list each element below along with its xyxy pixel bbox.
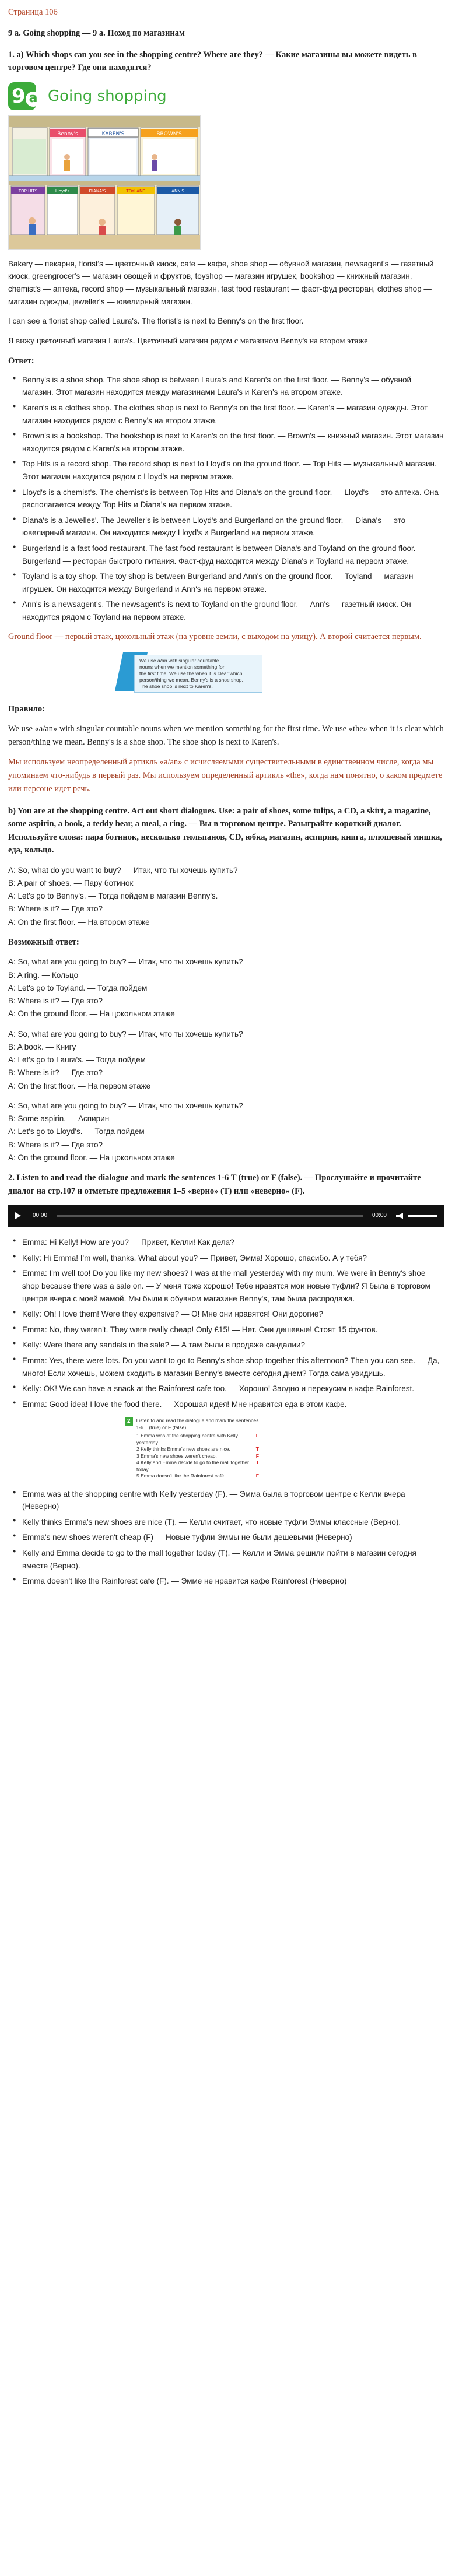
dialog-line: A: Let's go to Toyland. — Тогда пойдем: [8, 983, 148, 992]
list-item: ● Emma doesn't like the Rainforest cafe (F). — Эмме не нравится кафе Rainforest (Неверно): [8, 1575, 444, 1588]
unit-number: 9: [12, 84, 26, 108]
possible-answer-label: Возможный ответ:: [8, 937, 79, 947]
vocabulary-list: Bakery — пекарня, florist's — цветочный киоск, cafe — кафе, shoe shop — обувной магазин, newsagent's — газетный киоск, greengrocer's — магазин овощей и фруктов, toyshop — магазин игрушек, bookshop — книжный магазин, chemist's — аптека, record shop — музыкальный магазин, fast food restaurant — фаст-фуд ресторан, clothes shop — магазин одежды, jeweller's — ювелирный магазин.: [8, 259, 434, 306]
unit-title: Going shopping: [48, 87, 167, 105]
dialog-1: [8, 956, 444, 1020]
list-item: ● Kelly: Hi Emma! I'm well, thanks. What about you? — Привет, Эмма! Хорошо, спасибо. А у тебя?: [8, 1252, 444, 1265]
dialog-line: B: Where is it? — Где это?: [8, 996, 103, 1006]
sign-karens: KAREN'S: [101, 131, 125, 137]
task-2-title: Listen to and read the dialogue and mark the sentences 1-6 T (true) or F (false).: [136, 1417, 259, 1430]
dialog-line: A: So, what do you want to buy? — Итак, что ты хочешь купить?: [8, 865, 238, 875]
dialog-line: A: So, what are you going to buy? — Итак, что ты хочешь купить?: [8, 957, 243, 967]
unit-badge: [8, 82, 36, 110]
task-row-mark: F: [255, 1452, 259, 1459]
unit-banner: [8, 82, 183, 111]
dialog-line: B: A ring. — Кольцо: [8, 970, 79, 980]
grammar-rule-card: [119, 652, 265, 691]
list-item: ● Top Hits is a record shop. The record shop is next to Lloyd's on the ground floor. — Top Hits — музыкальный магазин. Этот магазин находится рядом с Lloyd's на первом этаже.: [8, 458, 444, 483]
list-item: ● Kelly: Oh! I love them! Were they expensive? — О! Мне они нравятся! Они дорогие?: [8, 1308, 444, 1321]
sign-lloyds: Lloyd's: [55, 188, 70, 194]
dialog-line: A: On the ground floor. — На цокольном этаже: [8, 1009, 175, 1019]
dialog-line: A: So, what are you going to buy? — Итак, что ты хочешь купить?: [8, 1101, 243, 1110]
volume-slider[interactable]: [408, 1215, 437, 1217]
exercise-1b-title: b) You are at the shopping centre. Act out short dialogues. Use: a pair of shoes, some tulips, a CD, a skirt, a magazine, some aspirin, a book, a teddy bear, a meal, a ring. — Вы в торговом центре. Разыграйте короткий диалог. Используйте слова: пара ботинок, несколько тюльпанов, CD, юбка, магазин, аспирин, книга, плюшевый мишка, еда, кольцо.: [8, 806, 442, 855]
task-row: [125, 1453, 259, 1459]
task-row-mark: T: [255, 1446, 259, 1452]
rule-card-line: nouns when we mention something for: [139, 664, 225, 670]
dialog-line: A: So, what are you going to buy? — Итак, что ты хочешь купить?: [8, 1029, 243, 1038]
list-item: ● Lloyd's is a chemist's. The chemist's is between Top Hits and Diana's on the ground floor. — Lloyd's — это аптека. Она располагается между Top Hits и Diana's на первом этаже.: [8, 486, 444, 511]
rule-card-line: We use a/an with singular countable: [139, 657, 219, 664]
dialog-line: A: On the first floor. — На втором этаже: [8, 917, 150, 926]
list-item: ● Diana's is a Jewelles'. The Jeweller's is between Lloyd's and Burgerland on the ground floor. — Diana's — это ювелирный магазин. Он находится между Lloyd's и Burgerland на первом этаже.: [8, 514, 444, 539]
rule-card-line: The shoe shop is next to Karen's.: [139, 683, 213, 689]
dialog-line: A: On the first floor. — На первом этаже: [8, 1081, 151, 1090]
task-2-rows: [125, 1433, 259, 1479]
rule-english: We use «a/an» with singular countable nouns when we mention something for the first time. We use «the» when it is clear which person/thing we mean. Benny's is a shoe shop. The shoe shop is next to Karen's.: [8, 724, 444, 747]
dialog-2: [8, 1028, 444, 1093]
task-row-text: 5 Emma doesn't like the Rainforest café.: [136, 1473, 226, 1479]
list-item: ● Emma: I'm well too! Do you like my new shoes? I was at the mall yesterday with my mum. We were in Benny's shoe shop because there was a sale on. — У меня тоже хорошо! Тебе нравятся мои новые туфли? Я была в торговом центре вчера с моей мамой. Мы были в обувном магазине Benny's, там была распродажа.: [8, 1267, 444, 1305]
task-2-header: [125, 1417, 259, 1431]
list-item: ● Toyland is a toy shop. The toy shop is between Burgerland and Ann's on the ground floor. — Toyland — магазин игрушек. Он находится между Burgerland и Ann's на первом этаже.: [8, 570, 444, 595]
list-item: ● Emma: Hi Kelly! How are you? — Привет, Келли! Как дела?: [8, 1236, 444, 1249]
sign-anns: ANN'S: [171, 188, 184, 194]
ground-floor-note: Ground floor — первый этаж, цокольный этаж (на уровне земли, с выходом на улицу). А второй считается первым.: [8, 632, 422, 642]
list-item: ● Karen's is a clothes shop. The clothes shop is next to Benny's on the first floor. — Karen's — магазин одежды. Этот магазин находится рядом с Benny's на втором этаже.: [8, 402, 444, 427]
exercise-1-title: 1. a) Which shops can you see in the shopping centre? Where are they? — Какие магазины вы можете видеть в торговом центре? Где они находятся?: [8, 50, 417, 73]
dialog-line: A: On the ground floor. — На цокольном этаже: [8, 1153, 175, 1163]
dialog-line: A: Let's go to Lloyd's. — Тогда пойдем: [8, 1127, 145, 1136]
sign-top-hits: TOP HITS: [18, 188, 38, 194]
list-item: ● Burgerland is a fast food restaurant. The fast food restaurant is between Diana's and Toyland on the ground floor. — Burgerland — ресторан быстрого питания. Фаст-фуд находится между Diana's и Toyland на первом этаже.: [8, 542, 444, 567]
sign-toyland: TOYLAND: [126, 188, 146, 194]
play-icon[interactable]: [15, 1212, 21, 1219]
page-link[interactable]: Страница 106: [8, 8, 58, 17]
dialog-example: [8, 864, 444, 929]
task-row-text: 1 Emma was at the shopping centre with Kelly yesterday.: [136, 1433, 238, 1445]
task-row-mark: T: [255, 1459, 259, 1466]
task-row: [125, 1473, 259, 1479]
task-row-mark: F: [255, 1473, 259, 1479]
list-item: ● Ann's is a newsagent's. The newsagent's is next to Toyland on the ground floor. — Ann's — газетный киоск. Он находится рядом с Toyland на первом этаже.: [8, 598, 444, 623]
list-item: ● Benny's is a shoe shop. The shoe shop is between Laura's and Karen's on the first floor. — Benny's — обувной магазин. Этот магазин находится между магазинами Laura's и Karen's на втором этаже.: [8, 374, 444, 399]
dialog-line: A: Let's go to Laura's. — Тогда пойдем: [8, 1055, 146, 1065]
dialogue-list: [8, 1236, 444, 1410]
mall-drawing: [9, 116, 201, 250]
true-false-answers: [8, 1488, 444, 1588]
exercise-2-title: 2. Listen to and read the dialogue and mark the sentences 1-6 T (true) or F (false). — Прослушайте и прочитайте диалог на стр.107 и отметьте предложения 1–5 «верно» (T) или «неверно» (F).: [8, 1173, 421, 1196]
task-row-text: 4 Kelly and Emma decide to go to the mall together today.: [136, 1459, 249, 1472]
answers-list: [8, 374, 444, 624]
task-row: [125, 1446, 259, 1452]
task-row: [125, 1459, 259, 1473]
progress-track[interactable]: [57, 1215, 363, 1217]
total-time: 00:00: [372, 1212, 387, 1219]
dialog-line: B: Where is it? — Где это?: [8, 1068, 103, 1078]
answer-label: Ответ:: [8, 356, 34, 366]
current-time: 00:00: [33, 1212, 48, 1219]
task-row: [125, 1433, 259, 1446]
list-item: ● Kelly: OK! We can have a snack at the Rainforest cafe too. — Хорошо! Заодно и перекусим в кафе Rainforest.: [8, 1382, 444, 1395]
sign-browns: BROWN'S: [156, 131, 182, 137]
audio-player[interactable]: [8, 1205, 444, 1227]
page-heading: 9 a. Going shopping — 9 a. Поход по магазинам: [8, 29, 185, 38]
sign-bennys: Benny's: [57, 131, 78, 137]
task-row-text: 2 Kelly thinks Emma's new shoes are nice.: [136, 1446, 230, 1452]
rule-card-line: the first time. We use the when it is clear which: [139, 670, 243, 676]
list-item: ● Brown's is a bookshop. The bookshop is next to Karen's on the first floor. — Brown's — книжный магазин. Этот магазин находится рядом с Karen's на втором этаже.: [8, 430, 444, 455]
rule-card-text: [134, 655, 262, 693]
list-item: ● Emma was at the shopping centre with Kelly yesterday (F). — Эмма была в торговом центре с Келли вчера (Неверно): [8, 1488, 444, 1513]
rule-card-line: person/thing we mean. Benny's is a shoe shop.: [139, 676, 243, 683]
unit-letter: a: [26, 92, 41, 107]
dialog-line: B: A book. — Книгу: [8, 1042, 76, 1051]
task-2-number: 2: [125, 1417, 133, 1426]
list-item: ● Kelly and Emma decide to go to the mall together today (T). — Келли и Эмма решили пойти в магазин сегодня вместе (Верно).: [8, 1547, 444, 1572]
dialog-line: B: A pair of shoes. — Пару ботинок: [8, 878, 134, 887]
list-item: ● Emma: Good idea! I love the food there. — Хорошая идея! Мне нравится еда в этом кафе.: [8, 1398, 444, 1411]
list-item: ● Kelly: Were there any sandals in the sale? — А там были в продаже сандалии?: [8, 1339, 444, 1352]
volume-icon[interactable]: [396, 1213, 403, 1219]
dialog-3: [8, 1100, 444, 1164]
list-item: ● Emma's new shoes weren't cheap (F) — Новые туфли Эммы не были дешевыми (Неверно): [8, 1531, 444, 1544]
task-row-mark: F: [255, 1433, 259, 1439]
example-english: I can see a florist shop called Laura's. The florist's is next to Benny's on the first floor.: [8, 317, 304, 326]
task-2-image: [125, 1417, 259, 1479]
dialog-line: B: Where is it? — Где это?: [8, 904, 103, 914]
task-row-text: 3 Emma's new shoes weren't cheap.: [136, 1452, 217, 1459]
dialog-line: A: Let's go to Benny's. — Тогда пойдем в магазин Benny's.: [8, 892, 218, 901]
list-item: ● Emma: Yes, there were lots. Do you want to go to Benny's shoe shop together this afternoon? Then you can see. — Да, много! Если хочешь, можем сходить в магазин Benny's вместе сегодня днем? Тогда сама увидишь.: [8, 1354, 444, 1380]
list-item: ● Emma: No, they weren't. They were really cheap! Only £15! — Нет. Они дешевые! Стоят 15 фунтов.: [8, 1324, 444, 1336]
rule-russian: Мы используем неопределенный артикль «a/an» с исчисляемыми существительными в единственном числе, когда мы упоминаем что-нибудь в первый раз. Мы используем определенный артикль «the», когда нам понятно, о каком предмете или персоне идет речь.: [8, 757, 443, 794]
example-russian: Я вижу цветочный магазин Laura's. Цветочный магазин рядом с магазином Benny's на втором этаже: [8, 336, 368, 346]
dialog-line: B: Where is it? — Где это?: [8, 1140, 103, 1149]
list-item: ● Kelly thinks Emma's new shoes are nice (T). — Келли считает, что новые туфли Эммы классные (Верно).: [8, 1516, 444, 1529]
sign-dianas: DIANA'S: [89, 188, 106, 194]
dialog-line: B: Some aspirin. — Аспирин: [8, 1114, 110, 1124]
shopping-centre-illustration: [8, 115, 201, 250]
rule-label: Правило:: [8, 704, 45, 714]
